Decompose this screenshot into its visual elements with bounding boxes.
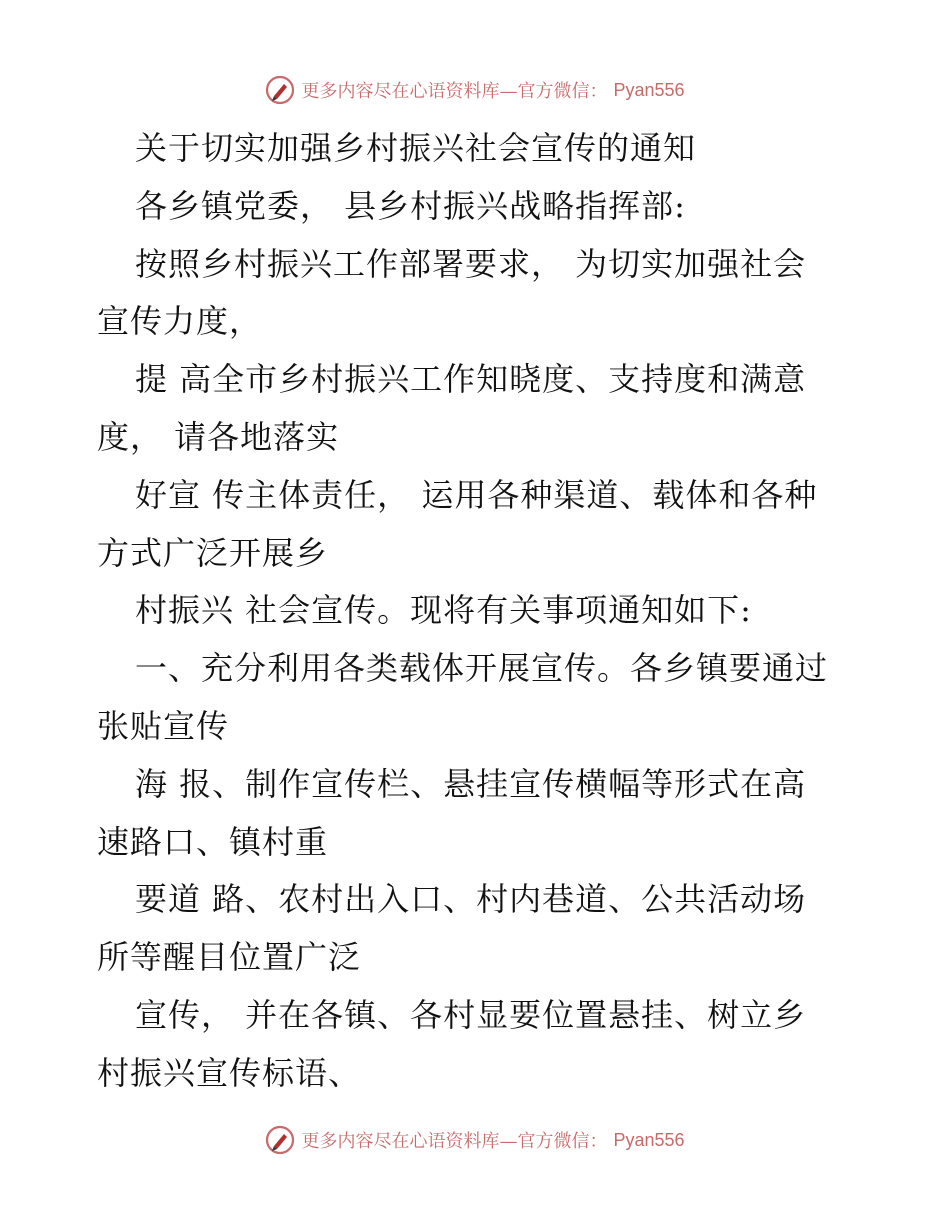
body-line: 所等醒目位置广泛: [97, 938, 362, 977]
watermark-text: 更多内容尽在心语资料库—官方微信：: [301, 1131, 608, 1152]
watermark-group: [265, 1125, 684, 1155]
body-line: 度， 请各地落实: [97, 417, 340, 456]
body-line: 张贴宣传: [97, 706, 230, 745]
body-line: 要道 路、农村出入口、村内巷道、公共活动场: [135, 880, 807, 919]
watermark-text: 更多内容尽在心语资料库—官方微信：: [301, 81, 608, 102]
pen-logo-icon: [265, 1125, 295, 1155]
body-line: 提 高全市乡村振兴工作知晓度、支持度和满意: [135, 360, 807, 399]
body-line: 宣传， 并在各镇、各村显要位置悬挂、树立乡: [135, 995, 807, 1034]
pen-logo-icon: [265, 75, 295, 105]
addressee-line: 各乡镇党委， 县乡村振兴战略指挥部:: [135, 186, 686, 225]
body-line: 好宣 传主体责任， 运用各种渠道、载体和各种: [135, 475, 818, 514]
document-title: 关于切实加强乡村振兴社会宣传的通知: [135, 129, 697, 167]
watermark-handle: Pyan556: [613, 79, 685, 100]
header-watermark-banner: [0, 70, 950, 110]
body-line: 方式广泛开展乡: [97, 533, 329, 572]
watermark-handle: Pyan556: [613, 1129, 685, 1150]
body-line: 村振兴 社会宣传。现将有关事项通知如下:: [135, 591, 752, 630]
body-line: 村振兴宣传标语、: [97, 1053, 362, 1092]
body-line: 按照乡村振兴工作部署要求， 为切实加强社会: [135, 244, 807, 283]
footer-watermark-banner: [0, 1120, 950, 1160]
document-body: [97, 120, 857, 1103]
body-line: 宣传力度，: [97, 302, 263, 341]
watermark-group: [265, 75, 684, 105]
body-line: 海 报、制作宣传栏、悬挂宣传横幅等形式在高: [135, 764, 807, 803]
section-heading-line: 一、充分利用各类载体开展宣传。各乡镇要通过: [135, 649, 829, 688]
body-line: 速路口、镇村重: [97, 822, 329, 861]
